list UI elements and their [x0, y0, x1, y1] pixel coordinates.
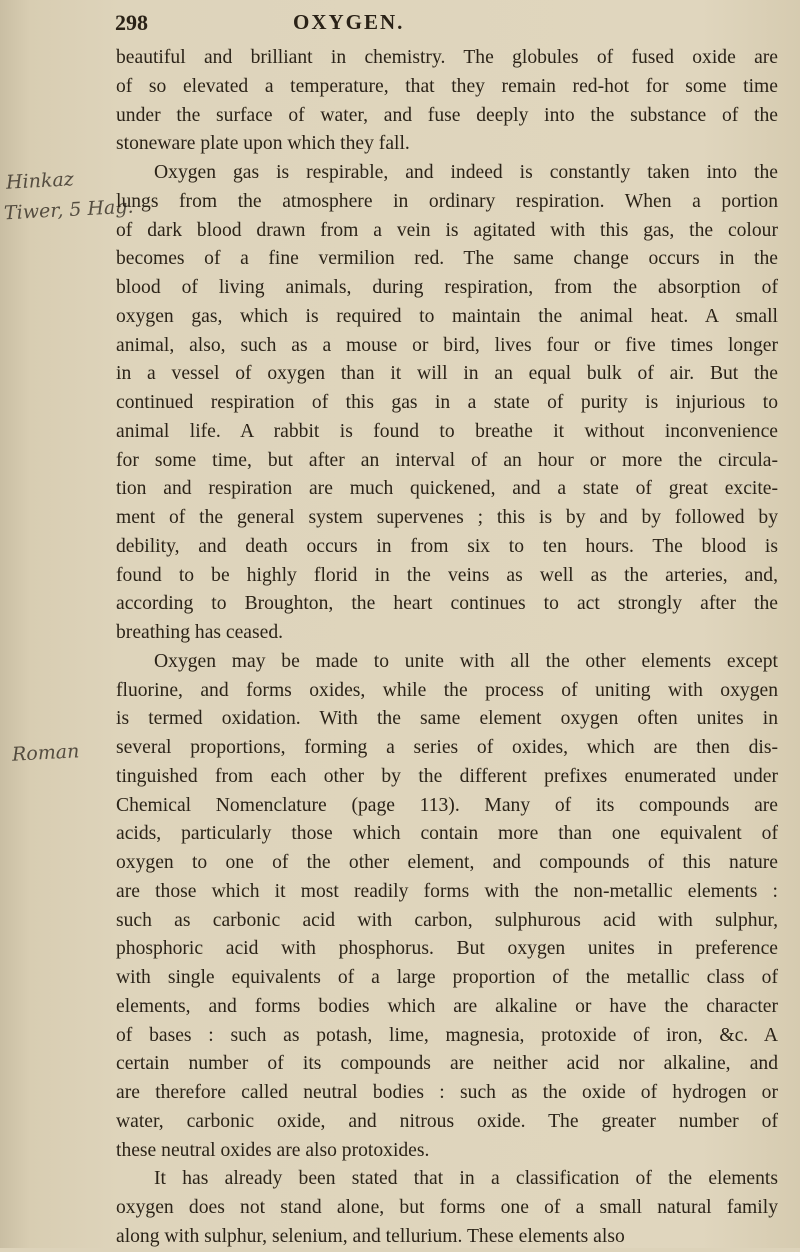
text-line: water, carbonic oxide, and nitrous oxide. The greater number of [116, 1110, 778, 1132]
text-line: tion and respiration are much quickened, and a state of great excite- [116, 478, 778, 500]
text-line: of so elevated a temperature, that they remain red-hot for some time [116, 75, 778, 97]
text-line: elements, and forms bodies which are alkaline or have the character [116, 995, 778, 1017]
page-header [115, 8, 775, 38]
text-line: debility, and death occurs in from six to ten hours. The blood is [116, 535, 778, 557]
text-line: Oxygen gas is respirable, and indeed is constantly taken into the [154, 162, 778, 183]
paragraph [116, 648, 778, 1166]
text-line: with single equivalents of a large proportion of the metallic class of [116, 967, 778, 988]
text-line: phosphoric acid with phosphorus. But oxygen unites in preference [116, 938, 778, 960]
running-title: OXYGEN. [293, 10, 405, 34]
text-line: animal, also, such as a mouse or bird, lives four or five times longer [116, 334, 778, 356]
text-line: blood of living animals, during respiration, from the absorption of [116, 277, 778, 298]
text-line: acids, particularly those which contain more than one equivalent of [116, 823, 778, 845]
margin-note: Hinkaz [5, 168, 75, 194]
text-line: ment of the general system supervenes ; this is by and by followed by [116, 507, 778, 528]
text-line: of bases : such as potash, lime, magnesia, protoxide of iron, &c. A [116, 1024, 778, 1046]
text-line: oxygen gas, which is required to maintain the animal heat. A small [116, 305, 778, 327]
text-line: several proportions, forming a series of oxides, which are then dis- [116, 737, 778, 758]
text-line: tinguished from each other by the different prefixes enumerated under [116, 765, 778, 787]
text-line: along with sulphur, selenium, and tellurium. These elements also [116, 1225, 625, 1247]
text-line: under the surface of water, and fuse deeply into the substance of the [116, 104, 778, 126]
body-text [116, 44, 778, 1252]
margin-note: Roman [11, 740, 80, 766]
paragraph [116, 159, 778, 648]
text-line: oxygen does not stand alone, but forms one of a small natural family [116, 1197, 778, 1218]
text-line: these neutral oxides are also protoxides. [116, 1139, 430, 1161]
margin-note: Tiwer, 5 Hag. [3, 195, 135, 225]
text-line: oxygen to one of the other element, and compounds of this nature [116, 852, 778, 873]
text-line: stoneware plate upon which they fall. [116, 133, 410, 155]
paragraph [116, 44, 778, 159]
text-line: Oxygen may be made to unite with all the other elements except [154, 650, 778, 672]
text-line: in a vessel of oxygen than it will in an equal bulk of air. But the [116, 363, 778, 385]
text-line: continued respiration of this gas in a state of purity is injurious to [116, 392, 778, 413]
text-line: animal life. A rabbit is found to breathe it without inconvenience [116, 420, 778, 442]
text-line: Chemical Nomenclature (page 113). Many of its compounds are [116, 794, 778, 816]
paragraph [116, 1165, 778, 1251]
text-line: lungs from the atmosphere in ordinary respiration. When a portion [116, 190, 778, 212]
text-line: are therefore called neutral bodies : such as the oxide of hydrogen or [116, 1082, 778, 1103]
text-line: are those which it most readily forms with the non-metallic elements : [116, 880, 778, 902]
text-line: fluorine, and forms oxides, while the process of uniting with oxygen [116, 679, 778, 701]
text-line: It has already been stated that in a classification of the elements [154, 1168, 778, 1190]
text-line: becomes of a fine vermilion red. The same change occurs in the [116, 248, 778, 270]
text-line: is termed oxidation. With the same element oxygen often unites in [116, 708, 778, 730]
text-line: breathing has ceased. [116, 622, 284, 643]
text-line: certain number of its compounds are neither acid nor alkaline, and [116, 1053, 778, 1075]
page-number: 298 [115, 10, 148, 35]
text-line: beautiful and brilliant in chemistry. The globules of fused oxide are [116, 47, 778, 68]
text-line: found to be highly florid in the veins as well as the arteries, and, [116, 564, 778, 586]
text-line: for some time, but after an interval of an hour or more the circula- [116, 449, 778, 471]
text-line: of dark blood drawn from a vein is agitated with this gas, the colour [116, 219, 778, 241]
text-line: such as carbonic acid with carbon, sulphurous acid with sulphur, [116, 909, 778, 931]
text-line: according to Broughton, the heart continues to act strongly after the [116, 593, 778, 615]
